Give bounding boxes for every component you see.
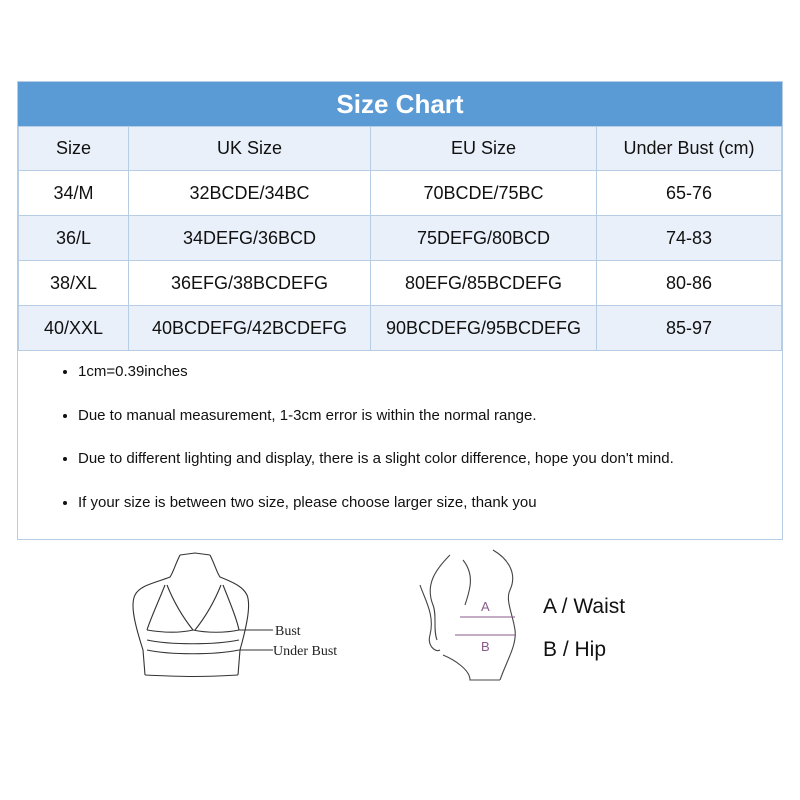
table-row	[19, 216, 782, 261]
table-row	[19, 306, 782, 351]
note-item: • If your size is between two size, please choose larger size, thank you	[78, 488, 782, 532]
bust-measurement-illustration	[125, 545, 365, 685]
cell-under-bust: 80-86	[597, 261, 782, 306]
cell-eu-size: 90BCDEFG/95BCDEFG	[371, 306, 597, 351]
header-row	[19, 127, 782, 171]
measurement-lines	[455, 617, 515, 635]
cell-uk-size: 36EFG/38BCDEFG	[129, 261, 371, 306]
body-silhouette-icon	[420, 550, 515, 680]
mark-a: A	[481, 599, 490, 614]
cell-eu-size: 80EFG/85BCDEFG	[371, 261, 597, 306]
note-item: • Due to different lighting and display, there is a slight color difference, hope you don't mind.	[78, 444, 782, 488]
cell-size: 36/L	[19, 216, 129, 261]
cell-size: 34/M	[19, 171, 129, 216]
bust-label: Bust	[275, 624, 301, 639]
size-chart	[17, 81, 783, 540]
cell-under-bust: 65-76	[597, 171, 782, 216]
cell-uk-size: 34DEFG/36BCD	[129, 216, 371, 261]
table-row	[19, 171, 782, 216]
waist-label: A / Waist	[543, 595, 626, 618]
cell-eu-size: 70BCDE/75BC	[371, 171, 597, 216]
size-table	[18, 126, 782, 351]
cell-under-bust: 85-97	[597, 306, 782, 351]
note-item: • Due to manual measurement, 1-3cm error is within the normal range.	[78, 401, 782, 445]
header-under-bust: Under Bust (cm)	[597, 127, 782, 171]
cell-under-bust: 74-83	[597, 216, 782, 261]
header-size: Size	[19, 127, 129, 171]
cell-uk-size: 32BCDE/34BC	[129, 171, 371, 216]
mark-b: B	[481, 639, 490, 654]
notes-section	[18, 351, 782, 539]
hip-label: B / Hip	[543, 638, 607, 661]
cell-uk-size: 40BCDEFG/42BCDEFG	[129, 306, 371, 351]
header-eu-size: EU Size	[371, 127, 597, 171]
cell-eu-size: 75DEFG/80BCD	[371, 216, 597, 261]
under-bust-label: Under Bust	[273, 644, 338, 659]
mannequin-torso-icon	[133, 553, 249, 677]
cell-size: 40/XXL	[19, 306, 129, 351]
chart-title: Size Chart	[18, 82, 782, 126]
header-uk-size: UK Size	[129, 127, 371, 171]
cell-size: 38/XL	[19, 261, 129, 306]
table-row	[19, 261, 782, 306]
notes-list	[18, 357, 782, 531]
note-item: • 1cm=0.39inches	[78, 357, 782, 401]
waist-hip-illustration	[415, 545, 535, 685]
